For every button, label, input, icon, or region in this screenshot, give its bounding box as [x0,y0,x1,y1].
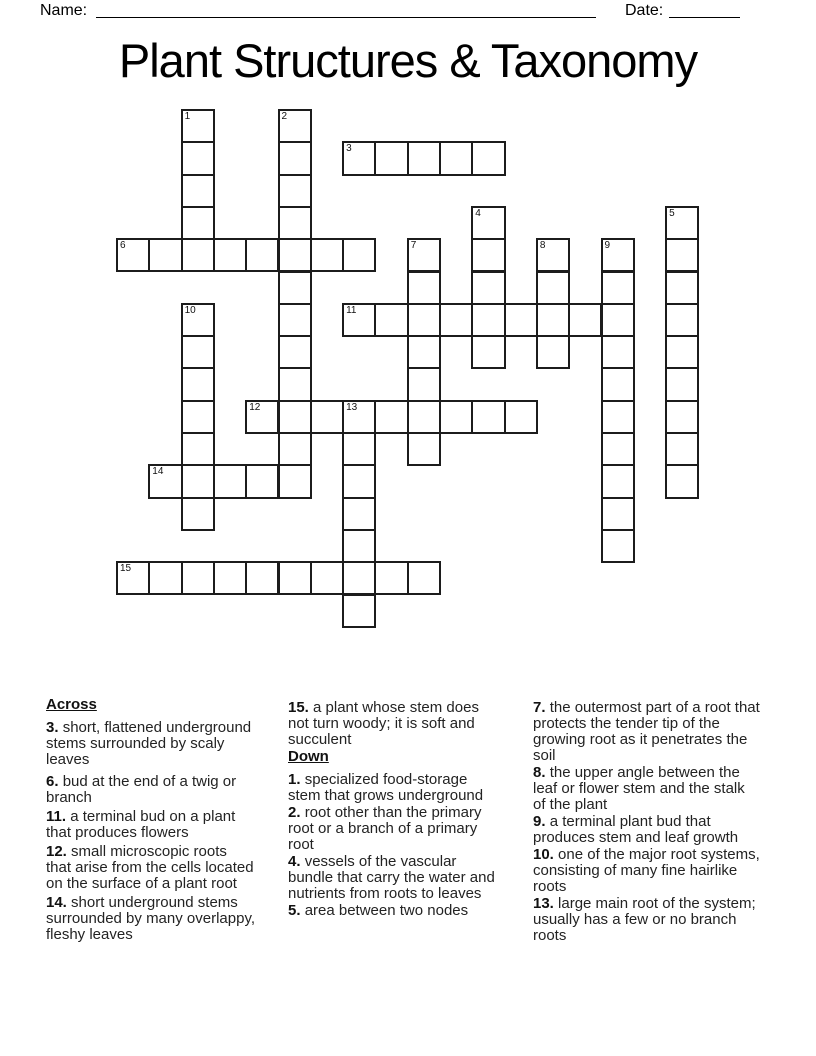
grid-cell-r8c15[interactable] [601,367,635,401]
grid-cell-r8c9[interactable] [407,367,441,401]
grid-cell-r6c9[interactable] [407,303,441,337]
grid-cell-r1c2[interactable] [181,141,215,175]
grid-cell-r9c15[interactable] [601,400,635,434]
grid-cell-r7c5[interactable] [278,335,312,369]
clue-text: specialized food-storage stem that grows underground [288,771,484,804]
grid-cell-r5c5[interactable] [278,271,312,305]
clue-text: a plant whose stem does not turn woody; it is soft and succulent [288,699,479,748]
clue-text: short, flattened underground stems surrounded by scaly leaves [46,719,252,768]
grid-cell-r9c17[interactable] [665,400,699,434]
grid-cell-r9c7[interactable] [342,400,376,434]
grid-cell-r9c2[interactable] [181,400,215,434]
grid-cell-r4c2[interactable] [181,238,215,272]
grid-cell-r11c5[interactable] [278,464,312,498]
grid-cell-r3c5[interactable] [278,206,312,240]
grid-cell-r9c10[interactable] [439,400,473,434]
cell-number-11: 11 [346,304,357,316]
grid-cell-r10c17[interactable] [665,432,699,466]
grid-cell-r4c5[interactable] [278,238,312,272]
grid-cell-r6c11[interactable] [471,303,505,337]
grid-cell-r5c13[interactable] [536,271,570,305]
name-label: Name: [40,2,88,19]
grid-cell-r9c6[interactable] [310,400,344,434]
cell-number-6: 6 [120,240,126,252]
grid-cell-r10c5[interactable] [278,432,312,466]
grid-cell-r3c17[interactable] [665,206,699,240]
grid-cell-r1c8[interactable] [374,141,408,175]
clues-column-1 [46,697,256,946]
clue-number: 13. [533,895,554,912]
grid-cell-r11c17[interactable] [665,464,699,498]
grid-cell-r6c14[interactable] [568,303,602,337]
clue-down-9 [533,814,761,846]
grid-cell-r9c5[interactable] [278,400,312,434]
grid-cell-r4c11[interactable] [471,238,505,272]
grid-cell-r6c8[interactable] [374,303,408,337]
grid-cell-r14c5[interactable] [278,561,312,595]
cell-number-4: 4 [475,207,481,219]
grid-cell-r9c4[interactable] [245,400,279,434]
date-label: Date: [625,2,664,19]
clue-down-4 [288,854,495,902]
grid-cell-r3c2[interactable] [181,206,215,240]
down-heading: Down [288,748,329,765]
grid-cell-r0c2[interactable] [181,109,215,143]
clue-down-5 [288,903,495,919]
clue-text: short underground stems surrounded by many overlappy, fleshy leaves [46,894,256,943]
clue-down-13 [533,896,761,944]
clue-number: 3. [46,719,59,736]
clue-down-7 [533,700,761,764]
grid-cell-r7c13[interactable] [536,335,570,369]
clue-number: 14. [46,894,67,911]
grid-cell-r6c13[interactable] [536,303,570,337]
grid-cell-r11c7[interactable] [342,464,376,498]
cell-number-7: 7 [410,240,417,252]
grid-cell-r6c10[interactable] [439,303,473,337]
clue-number: 9. [533,813,546,830]
grid-cell-r4c4[interactable] [245,238,279,272]
date-blank-line[interactable] [669,1,740,18]
grid-cell-r14c6[interactable] [310,561,344,595]
grid-cell-r13c15[interactable] [601,529,635,563]
clue-text: area between two nodes [304,902,469,919]
grid-cell-r15c7[interactable] [342,594,376,628]
cell-number-5: 5 [669,207,675,219]
grid-cell-r1c5[interactable] [278,141,312,175]
grid-cell-r10c7[interactable] [342,432,376,466]
cell-number-3: 3 [346,143,352,155]
cell-number-13: 13 [346,401,358,413]
grid-cell-r6c17[interactable] [665,303,699,337]
grid-cell-r7c17[interactable] [665,335,699,369]
grid-cell-r11c3[interactable] [213,464,247,498]
clue-number: 12. [46,843,67,860]
clue-across-15 [288,700,495,748]
grid-cell-r9c12[interactable] [504,400,538,434]
grid-cell-r5c11[interactable] [471,271,505,305]
grid-cell-r6c15[interactable] [601,303,635,337]
grid-cell-r14c7[interactable] [342,561,376,595]
clue-text: a terminal plant bud that produces stem and leaf growth [533,813,739,846]
grid-cell-r4c9[interactable] [407,238,441,272]
grid-cell-r1c7[interactable] [342,141,376,175]
grid-cell-r8c5[interactable] [278,367,312,401]
grid-cell-r4c17[interactable] [665,238,699,272]
grid-cell-r6c7[interactable] [342,303,376,337]
grid-cell-r7c15[interactable] [601,335,635,369]
grid-cell-r8c17[interactable] [665,367,699,401]
grid-cell-r14c9[interactable] [407,561,441,595]
grid-cell-r10c9[interactable] [407,432,441,466]
clue-number: 2. [288,804,301,821]
grid-cell-r4c1[interactable] [148,238,182,272]
page-title: Plant Structures & Taxonomy [118,34,698,87]
cell-number-14: 14 [152,466,164,478]
across-heading: Across [46,696,97,713]
grid-cell-r7c2[interactable] [181,335,215,369]
grid-cell-r5c17[interactable] [665,271,699,305]
grid-cell-r8c2[interactable] [181,367,215,401]
grid-cell-r12c7[interactable] [342,497,376,531]
grid-cell-r11c15[interactable] [601,464,635,498]
clue-across-3 [46,720,256,768]
grid-cell-r11c2[interactable] [181,464,215,498]
clue-text: the upper angle between the leaf or flower stem and the stalk of the plant [533,764,745,813]
grid-cell-r13c7[interactable] [342,529,376,563]
clue-number: 11. [46,808,67,825]
clue-number: 6. [46,773,59,790]
clue-number: 5. [288,902,301,919]
clue-across-12 [46,844,256,892]
grid-cell-r14c2[interactable] [181,561,215,595]
grid-cell-r14c3[interactable] [213,561,247,595]
grid-cell-r9c8[interactable] [374,400,408,434]
grid-cell-r12c15[interactable] [601,497,635,531]
grid-cell-r9c9[interactable] [407,400,441,434]
clues-column-3 [533,700,761,945]
clue-number: 7. [533,699,546,716]
clue-number: 8. [533,764,546,781]
grid-cell-r6c2[interactable] [181,303,215,337]
grid-cell-r1c9[interactable] [407,141,441,175]
grid-cell-r4c7[interactable] [342,238,376,272]
clue-number: 10. [533,846,554,863]
grid-cell-r12c2[interactable] [181,497,215,531]
grid-cell-r14c4[interactable] [245,561,279,595]
clue-text: one of the major root systems, consisting of many fine hairlike roots [533,846,760,895]
clue-number: 15. [288,699,309,716]
grid-cell-r2c5[interactable] [278,174,312,208]
grid-cell-r5c15[interactable] [601,271,635,305]
grid-cell-r4c0[interactable] [116,238,150,272]
grid-cell-r4c6[interactable] [310,238,344,272]
clues-column-2 [288,700,495,920]
grid-cell-r6c5[interactable] [278,303,312,337]
cell-number-12: 12 [249,401,261,413]
clue-text: the outermost part of a root that protects the tender tip of the growing root as it penetrates the soil [533,699,760,764]
grid-cell-r14c8[interactable] [374,561,408,595]
clue-across-11 [46,809,256,841]
clue-across-6 [46,774,256,806]
grid-cell-r11c1[interactable] [148,464,182,498]
cell-number-8: 8 [539,240,546,252]
grid-cell-r14c0[interactable] [116,561,150,595]
cell-number-15: 15 [120,563,132,575]
cell-number-2: 2 [281,111,288,122]
grid-cell-r4c3[interactable] [213,238,247,272]
clue-text: small microscopic roots that arise from the cells located on the surface of a plant root [46,843,254,892]
grid-cell-r5c9[interactable] [407,271,441,305]
grid-cell-r0c5[interactable] [278,109,312,143]
grid-cell-r7c11[interactable] [471,335,505,369]
clue-across-14 [46,895,256,943]
clue-down-2 [288,805,495,853]
clue-number: 4. [288,853,301,870]
grid-cell-r4c13[interactable] [536,238,570,272]
grid-cell-r7c9[interactable] [407,335,441,369]
grid-cell-r14c1[interactable] [148,561,182,595]
grid-cell-r6c12[interactable] [504,303,538,337]
grid-cell-r10c2[interactable] [181,432,215,466]
grid-cell-r9c11[interactable] [471,400,505,434]
grid-cell-r1c11[interactable] [471,141,505,175]
name-blank-line[interactable] [96,1,596,18]
grid-cell-r3c11[interactable] [471,206,505,240]
grid-cell-r11c4[interactable] [245,464,279,498]
clue-text: bud at the end of a twig or branch [46,773,237,806]
grid-cell-r2c2[interactable] [181,174,215,208]
clue-text: vessels of the vascular bundle that carry the water and nutrients from roots to leaves [288,853,495,902]
clue-text: root other than the primary root or a branch of a primary root [288,804,482,853]
cell-number-9: 9 [604,240,611,252]
clue-down-1 [288,772,495,804]
clue-down-10 [533,847,761,895]
clue-text: large main root of the system; usually has a few or no branch roots [533,895,756,944]
clue-text: a terminal bud on a plant that produces flowers [46,808,236,841]
clue-number: 1. [288,771,301,788]
cell-number-1: 1 [184,111,191,122]
grid-cell-r10c15[interactable] [601,432,635,466]
cell-number-10: 10 [184,304,196,316]
clue-down-8 [533,765,761,813]
grid-cell-r1c10[interactable] [439,141,473,175]
grid-cell-r4c15[interactable] [601,238,635,272]
